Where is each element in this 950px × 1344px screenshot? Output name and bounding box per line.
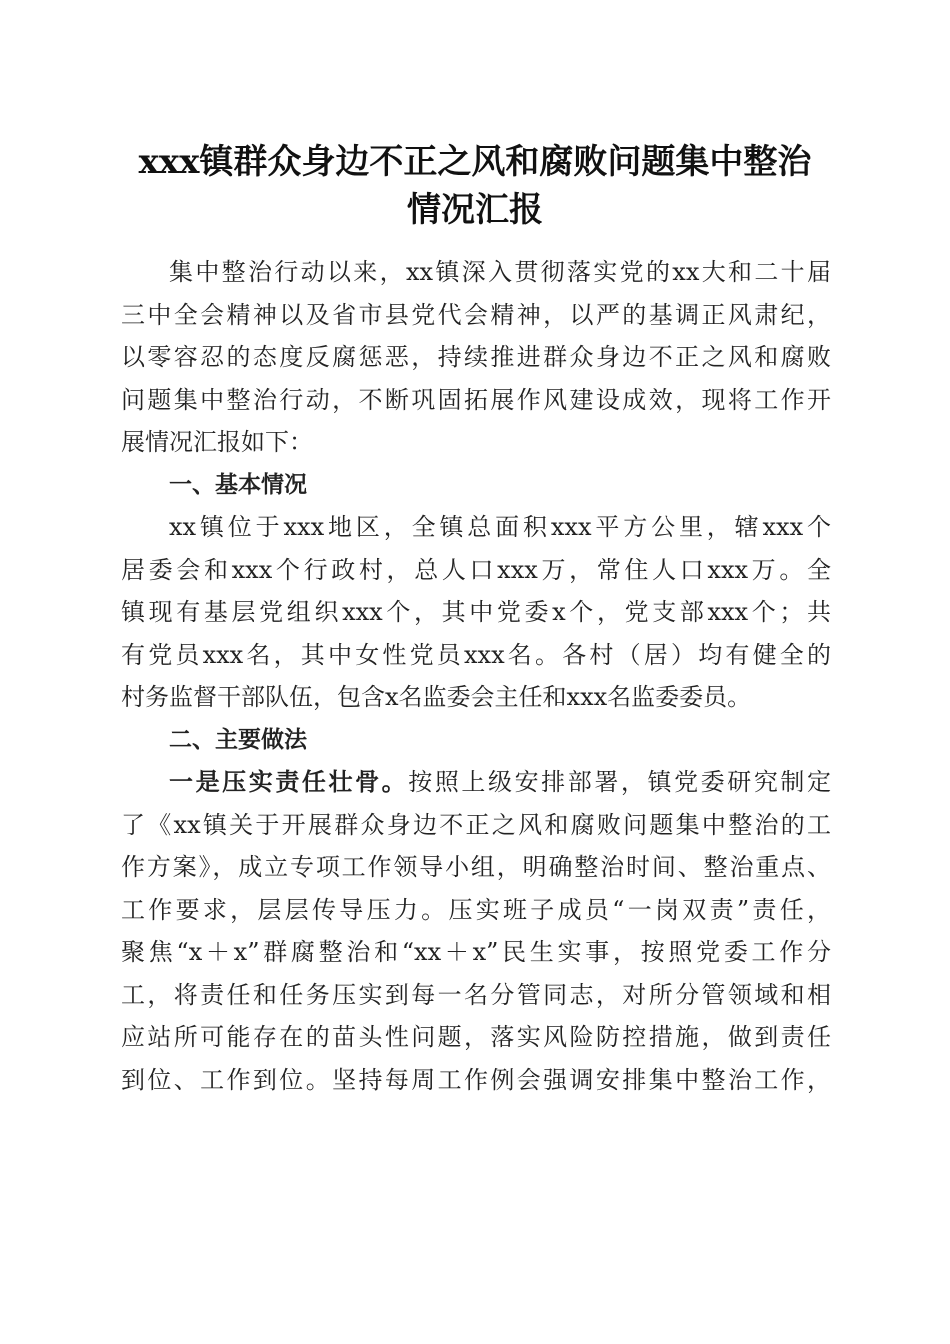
intro-line: 集中整治行动以来，xx镇深入贯彻落实党的xx大和二十届 xyxy=(169,258,831,286)
section2-line: 聚焦“x＋x”群腐整治和“xx＋x”民生实事，按照党委工作分 xyxy=(121,938,831,966)
section1-line: 镇现有基层党组织xxx个，其中党委x个，党支部xxx个；共 xyxy=(121,598,831,626)
section1-line: xx镇位于xxx地区，全镇总面积xxx平方公里，辖xxx个 xyxy=(169,513,831,541)
title-line-1: xxx镇群众身边不正之风和腐败问题集中整治 xyxy=(138,142,812,182)
document-body xyxy=(121,251,831,1101)
section2-line: 作方案》，成立专项工作领导小组，明确整治时间、整治重点、 xyxy=(121,853,831,881)
section-heading-measures: 二、主要做法 xyxy=(169,726,307,753)
section1-line: 有党员xxx名，其中女性党员xxx名。各村（居）均有健全的 xyxy=(121,640,831,669)
section2-line: 工作要求，层层传导压力。压实班子成员“一岗双责”责任， xyxy=(121,895,831,924)
section2-line: 工，将责任和任务压实到每一名分管同志，对所分管领域和相 xyxy=(121,980,831,1009)
section2-first-rest: 按照上级安排部署，镇党委研究制定 xyxy=(408,768,831,796)
intro-line: 以零容忍的态度反腐惩恶，持续推进群众身边不正之风和腐败 xyxy=(121,343,831,371)
intro-line: 三中全会精神以及省市县党代会精神，以严的基调正风肃纪， xyxy=(121,300,831,329)
intro-line: 问题集中整治行动，不断巩固拓展作风建设成效，现将工作开 xyxy=(121,385,831,414)
document-title xyxy=(100,138,850,234)
section2-line: 应站所可能存在的苗头性问题，落实风险防控措施，做到责任 xyxy=(121,1023,831,1051)
title-line-2: 情况汇报 xyxy=(407,190,543,230)
lead-phrase: 一是压实责任壮骨。 xyxy=(169,768,409,796)
section1-line: 居委会和xxx个行政村，总人口xxx万，常住人口xxx万。全 xyxy=(121,555,831,584)
section2-line: 了《xx镇关于开展群众身边不正之风和腐败问题集中整治的工 xyxy=(121,810,831,839)
section1-line: 村务监督干部队伍，包含x名监委会主任和xxx名监委委员。 xyxy=(121,683,752,711)
section2-line: 到位、工作到位。坚持每周工作例会强调安排集中整治工作， xyxy=(121,1065,831,1094)
intro-line: 展情况汇报如下： xyxy=(121,428,313,456)
section2-first-line xyxy=(121,761,831,804)
section-heading-basic: 一、基本情况 xyxy=(169,471,307,498)
